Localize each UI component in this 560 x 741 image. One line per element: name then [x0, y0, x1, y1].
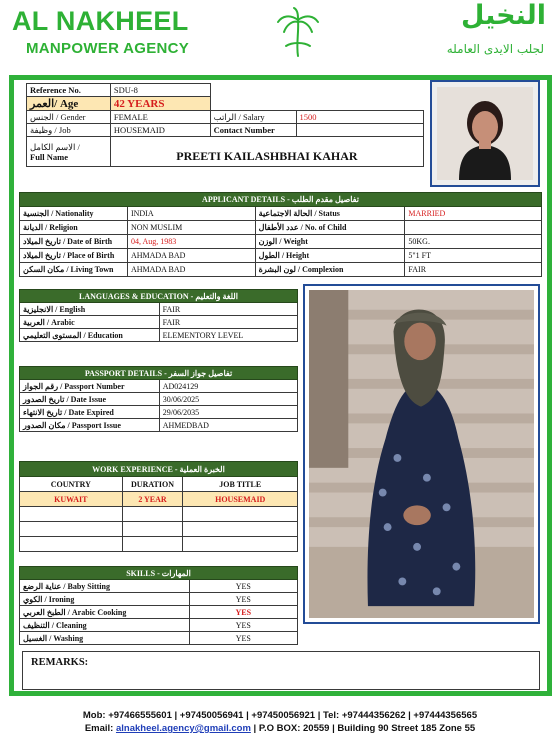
fullname-label-ar: الاسم الكامل /	[30, 141, 80, 152]
expiry-date-label: تاريخ الانتهاء / Date Expired	[20, 406, 160, 419]
weight-value: 50KG.	[405, 235, 542, 249]
gender-label: الجنس / Gender	[27, 111, 111, 124]
col-job-title: JOB TITLE	[183, 477, 298, 492]
english-label: الانجليزية / English	[20, 303, 160, 316]
table-row	[20, 537, 298, 552]
col-country: COUNTRY	[20, 477, 123, 492]
reference-table	[26, 83, 424, 167]
applicant-row	[20, 249, 542, 263]
skill-cleaning-value: YES	[189, 619, 297, 632]
portrait-illustration	[437, 87, 533, 180]
education-value: ELEMENTORY LEVEL	[159, 329, 297, 342]
ref-value: SDU-8	[110, 84, 210, 97]
work-job: HOUSEMAID	[183, 492, 298, 507]
english-value: FAIR	[159, 303, 297, 316]
agency-subtitle-ar: لجلب الايدى العامله	[446, 42, 544, 56]
issue-date-label: تاريخ الصدور / Date Issue	[20, 393, 160, 406]
palm-calligraphy-logo	[272, 6, 324, 58]
nationality-label: الجنسية / Nationality	[20, 207, 128, 221]
dob-label: تاريخ الميلاد / Date of Birth	[20, 235, 128, 249]
full-body-illustration	[309, 290, 534, 618]
applicant-details-table	[19, 192, 542, 277]
job-value: HOUSEMAID	[110, 124, 210, 137]
languages-title: LANGUAGES & EDUCATION - اللغة والتعليم	[20, 290, 298, 303]
languages-table	[19, 289, 298, 342]
email-label: Email:	[84, 723, 114, 734]
fullname-label	[27, 137, 111, 167]
table-row	[20, 507, 298, 522]
agency-name-en: AL NAKHEEL	[12, 6, 189, 36]
status-value: MARRIED	[405, 207, 542, 221]
applicant-row	[20, 263, 542, 277]
arabic-value: FAIR	[159, 316, 297, 329]
nationality-value: INDIA	[127, 207, 255, 221]
email-link[interactable]: alnakheel.agency@gmail.com	[115, 723, 251, 734]
education-label: المستوى التعليمي / Education	[20, 329, 160, 342]
applicant-details-title: APPLICANT DETAILS - تفاصيل مقدم الطلب	[20, 193, 542, 207]
skill-arabic-cooking-value: YES	[189, 606, 297, 619]
complexion-label: لون البشرة / Complexion	[255, 263, 405, 277]
pob-value: AHMADA BAD	[127, 249, 255, 263]
agency-name-ar: النخيل	[461, 0, 546, 31]
portrait-photo	[430, 80, 540, 187]
passport-number-value: AD024129	[159, 380, 297, 393]
issue-place-value: AHMEDBAD	[159, 419, 297, 432]
skill-ironing-value: YES	[189, 593, 297, 606]
fullname-label-en: Full Name	[30, 151, 69, 162]
skills-table	[19, 566, 298, 645]
remarks-box	[22, 651, 540, 690]
religion-value: NON MUSLIM	[127, 221, 255, 235]
skill-washing-value: YES	[189, 632, 297, 645]
skill-baby-sitting-label: عناية الرضع / Baby Sitting	[20, 580, 190, 593]
skill-ironing-label: الكوي / Ironing	[20, 593, 190, 606]
status-label: الحالة الاجتماعية / Status	[255, 207, 405, 221]
applicant-row	[20, 235, 542, 249]
applicant-row	[20, 207, 542, 221]
fullname-value: PREETI KAILASHBHAI KAHAR	[110, 137, 423, 167]
footer-contacts: Mob: +97466555601 | +97450056941 | +97450056921 | Tel: +97444356262 | +97444356565	[82, 710, 478, 721]
expiry-date-value: 29/06/2035	[159, 406, 297, 419]
applicant-row	[20, 221, 542, 235]
complexion-value: FAIR	[405, 263, 542, 277]
dob-value: 04, Aug, 1983	[127, 235, 255, 249]
passport-table	[19, 366, 298, 432]
skill-baby-sitting-value: YES	[189, 580, 297, 593]
skill-cleaning-label: التنظيف / Cleaning	[20, 619, 190, 632]
footer-address	[0, 723, 560, 734]
contact-label: Contact Number	[210, 124, 296, 137]
full-body-photo	[303, 284, 540, 624]
job-label: وظيفة / Job	[27, 124, 111, 137]
skill-arabic-cooking-label: الطبخ العربي / Arabic Cooking	[20, 606, 190, 619]
issue-place-label: مكان الصدور / Passport Issue	[20, 419, 160, 432]
contact-value	[296, 124, 423, 137]
work-country: KUWAIT	[20, 492, 123, 507]
agency-subtitle-en: MANPOWER AGENCY	[26, 40, 190, 57]
height-label: الطول / Height	[255, 249, 405, 263]
issue-date-value: 30/06/2025	[159, 393, 297, 406]
skill-washing-label: الغسيل / Washing	[20, 632, 190, 645]
pob-label: تاريخ الميلاد / Place of Birth	[20, 249, 128, 263]
age-label: العمر/ Age	[27, 97, 111, 111]
work-experience-title: WORK EXPERIENCE - الخبرة العملية	[20, 462, 298, 477]
living-town-label: مكان السكن / Living Town	[20, 263, 128, 277]
skills-title: SKILLS - المهارات	[20, 567, 298, 580]
religion-label: الديانة / Religion	[20, 221, 128, 235]
weight-label: الوزن / Weight	[255, 235, 405, 249]
arabic-label: العربية / Arabic	[20, 316, 160, 329]
gender-value: FEMALE	[110, 111, 210, 124]
table-row	[20, 492, 298, 507]
address-text: | P.O BOX: 20559 | Building 90 Street 185 Zone 55	[253, 723, 476, 734]
age-value: 42 YEARS	[110, 97, 210, 111]
height-value: 5"1 FT	[405, 249, 542, 263]
salary-label: الراتب / Salary	[210, 111, 296, 124]
remarks-label: REMARKS:	[31, 657, 89, 668]
children-value	[405, 221, 542, 235]
children-label: عدد الأطفال / No. of Child	[255, 221, 405, 235]
table-row	[20, 522, 298, 537]
salary-value: 1500	[296, 111, 423, 124]
work-duration: 2 YEAR	[122, 492, 183, 507]
passport-title: PASSPORT DETAILS - تفاصيل جواز السفر	[20, 367, 298, 380]
ref-label: Reference No.	[27, 84, 111, 97]
col-duration: DURATION	[122, 477, 183, 492]
work-experience-table	[19, 461, 298, 552]
passport-number-label: رقم الجواز / Passport Number	[20, 380, 160, 393]
living-town-value: AHMADA BAD	[127, 263, 255, 277]
